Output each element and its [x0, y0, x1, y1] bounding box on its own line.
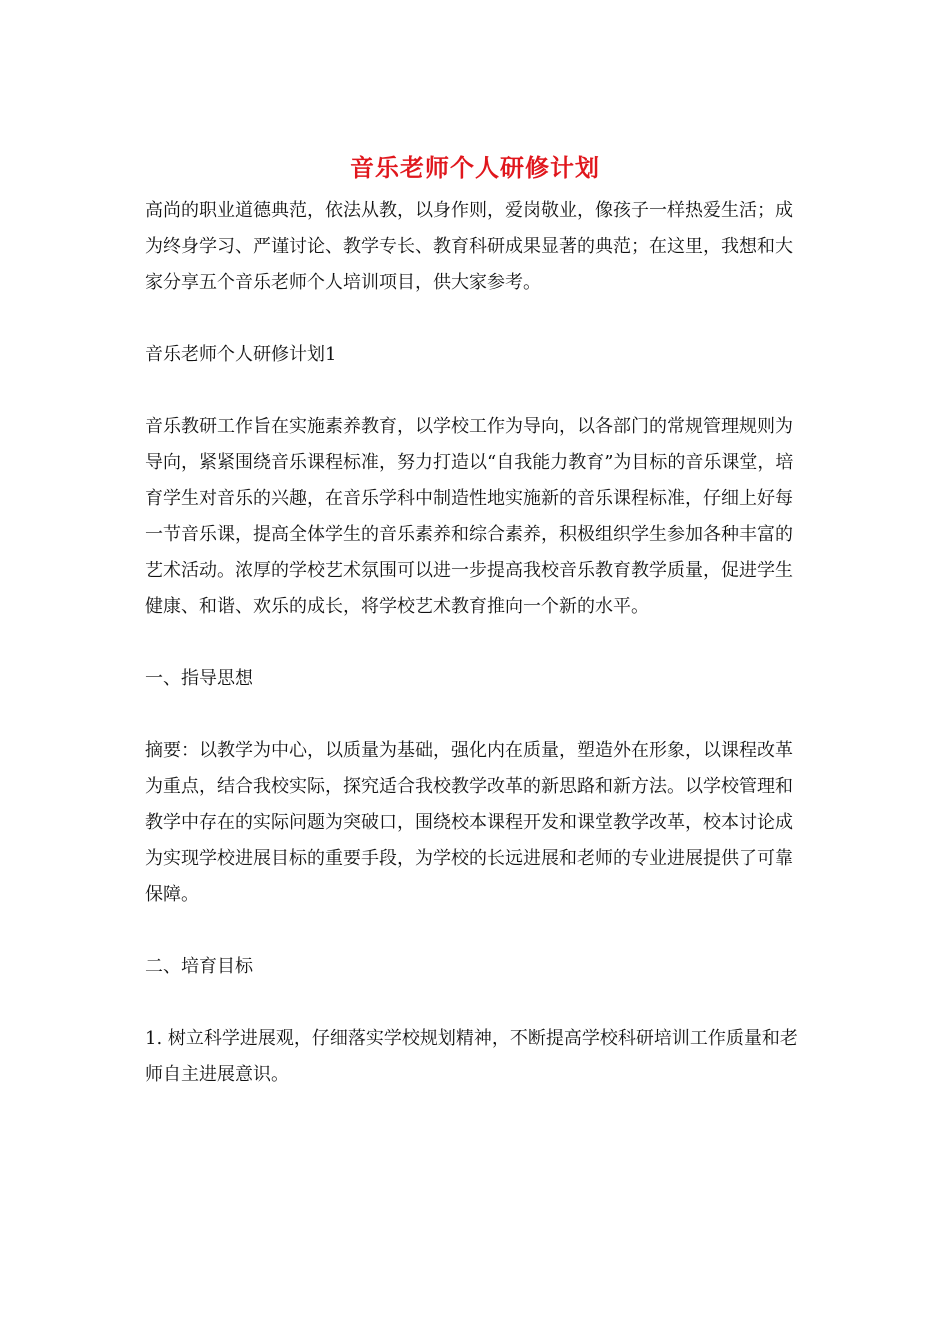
section-heading-guiding-thought: 一、指导思想: [145, 668, 253, 689]
paragraph-spacer: [145, 301, 805, 337]
paragraph-spacer: [145, 373, 805, 409]
document-body: [145, 193, 805, 1093]
section-heading-training-goals: 二、培育目标: [145, 956, 253, 977]
paragraph-spacer: [145, 985, 805, 1021]
intro-paragraph: 高尚的职业道德典范，依法从教，以身作则，爱岗敬业，像孩子一样热爱生活；成为终身学习、严谨讨论、教学专长、教育科研成果显著的典范；在这里，我想和大家分享五个音乐老师个人培训项目，供大家参考。: [145, 200, 793, 293]
plan-heading: 音乐老师个人研修计划1: [145, 344, 337, 365]
plan-intro-paragraph: 音乐教研工作旨在实施素养教育，以学校工作为导向，以各部门的常规管理规则为导向，紧紧围绕音乐课程标准，努力打造以“自我能力教育”为目标的音乐课堂，培育学生对音乐的兴趣，在音乐学科中制造性地实施新的音乐课程标准，仔细上好每一节音乐课，提高全体学生的音乐素养和综合素养，积极组织学生参加各种丰富的艺术活动。浓厚的学校艺术氛围可以进一步提高我校音乐教育教学质量，促进学生健康、和谐、欢乐的成长，将学校艺术教育推向一个新的水平。: [145, 416, 794, 617]
paragraph-spacer: [145, 697, 805, 733]
paragraph-spacer: [145, 913, 805, 949]
paragraph-spacer: [145, 625, 805, 661]
document-title: 音乐老师个人研修计划: [350, 153, 600, 182]
goal-item-1: 1. 树立科学进展观，仔细落实学校规划精神，不断提高学校科研培训工作质量和老师自主进展意识。: [145, 1028, 798, 1085]
summary-paragraph: 摘要：以教学为中心，以质量为基础，强化内在质量，塑造外在形象，以课程改革为重点，结合我校实际，探究适合我校教学改革的新思路和新方法。以学校管理和教学中存在的实际问题为突破口，围绕校本课程开发和课堂教学改革，校本讨论成为实现学校进展目标的重要手段，为学校的长远进展和老师的专业进展提供了可靠保障。: [145, 740, 793, 905]
